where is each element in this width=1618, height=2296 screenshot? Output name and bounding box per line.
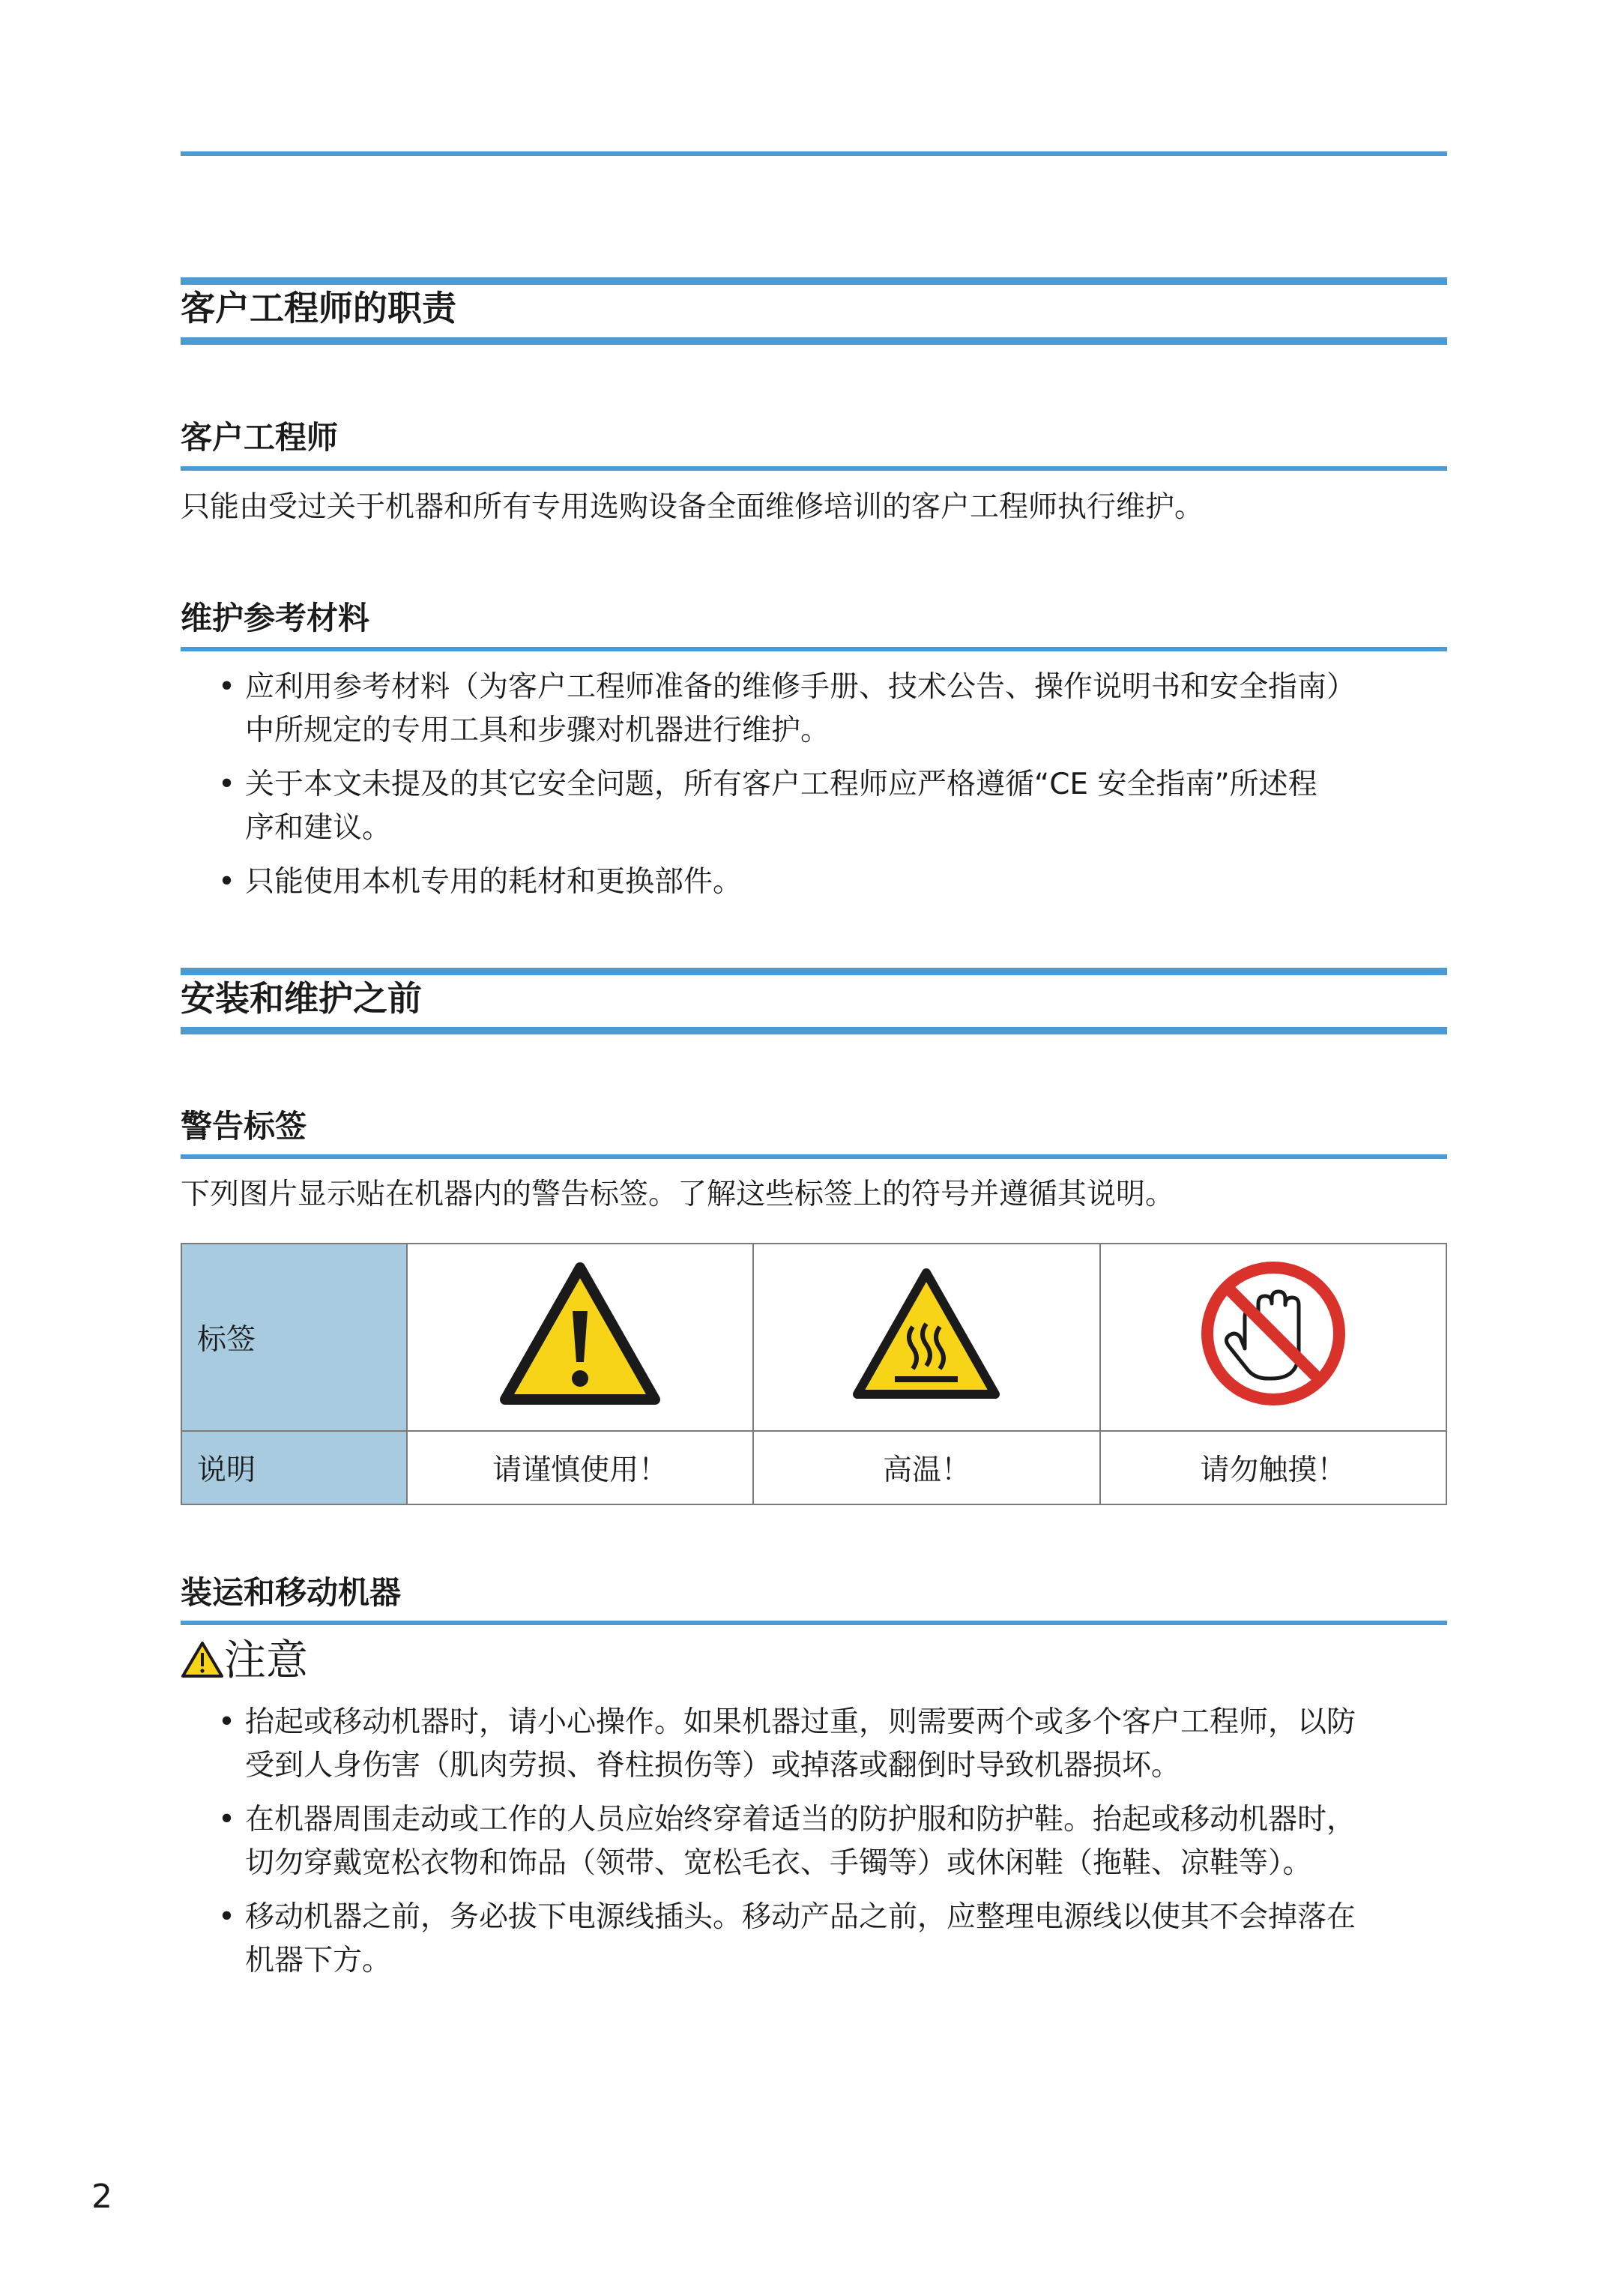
warning-labels-text: 下列图片显示贴在机器内的警告标签。了解这些标签上的符号并遵循其说明。 xyxy=(181,1178,1175,1211)
subsection-rule xyxy=(181,1621,1447,1625)
list-item: • 移动机器之前，务必拔下电源线插头。移动产品之前，应整理电源线以使其不会掉落在 机器下方。 xyxy=(181,1896,1447,1983)
subsection-rule xyxy=(181,647,1447,651)
page-number: 2 xyxy=(91,2178,112,2216)
list-item: • 抬起或移动机器时，请小心操作。如果机器过重，则需要两个或多个客户工程师，以防 受到人身伤害（肌肉劳损、脊柱损伤等）或掉落或翻倒时导致机器损坏。 xyxy=(181,1701,1447,1788)
section-title-before: 安装和维护之前 xyxy=(181,978,422,1019)
caution-label: 注意 xyxy=(224,1636,308,1685)
section-rule-bottom xyxy=(181,1027,1447,1034)
table-row xyxy=(181,1431,1446,1504)
table-row xyxy=(181,1244,1446,1431)
list-item: • 只能使用本机专用的耗材和更换部件。 xyxy=(181,861,1447,904)
moving-list xyxy=(181,1701,1447,1993)
subsection-title-references: 维护参考材料 xyxy=(181,600,370,636)
list-item: • 关于本文未提及的其它安全问题，所有客户工程师应严格遵循“CE 安全指南”所述程 序和建议。 xyxy=(181,763,1447,850)
general-warning-icon xyxy=(498,1259,662,1408)
label-desc: 高温！ xyxy=(753,1431,1099,1504)
section-title-duties: 客户工程师的职责 xyxy=(181,288,456,328)
caution-heading xyxy=(181,1636,308,1685)
list-item: • 应利用参考材料（为客户工程师准备的维修手册、技术公告、操作说明书和安全指南） 中所规定的专用工具和步骤对机器进行维护。 xyxy=(181,666,1447,753)
row-header-label: 标签 xyxy=(181,1244,407,1431)
label-cell xyxy=(753,1244,1099,1431)
warning-labels-table xyxy=(181,1243,1447,1505)
subsection-title-engineer: 客户工程师 xyxy=(181,419,339,456)
section-rule-top xyxy=(181,968,1447,975)
section-rule-top xyxy=(181,277,1447,285)
subsection-rule xyxy=(181,466,1447,471)
list-item: • 在机器周围走动或工作的人员应始终穿着适当的防护服和防护鞋。抬起或移动机器时， 切勿穿戴宽松衣物和饰品（领带、宽松毛衣、手镯等）或休闲鞋（拖鞋、凉鞋等）。 xyxy=(181,1798,1447,1885)
hot-surface-icon xyxy=(851,1265,1001,1402)
label-cell xyxy=(1100,1244,1446,1431)
label-desc: 请谨慎使用！ xyxy=(407,1431,753,1504)
do-not-touch-icon xyxy=(1198,1259,1348,1408)
caution-icon xyxy=(181,1640,224,1679)
label-cell xyxy=(407,1244,753,1431)
references-list xyxy=(181,666,1447,915)
engineer-text: 只能由受过关于机器和所有专用选购设备全面维修培训的客户工程师执行维护。 xyxy=(181,490,1204,524)
subsection-title-warning-labels: 警告标签 xyxy=(181,1108,307,1145)
row-header-desc: 说明 xyxy=(181,1431,407,1504)
top-rule xyxy=(181,151,1447,156)
label-desc: 请勿触摸！ xyxy=(1100,1431,1446,1504)
section-rule-bottom xyxy=(181,337,1447,345)
subsection-title-moving: 装运和移动机器 xyxy=(181,1574,402,1611)
subsection-rule xyxy=(181,1154,1447,1159)
